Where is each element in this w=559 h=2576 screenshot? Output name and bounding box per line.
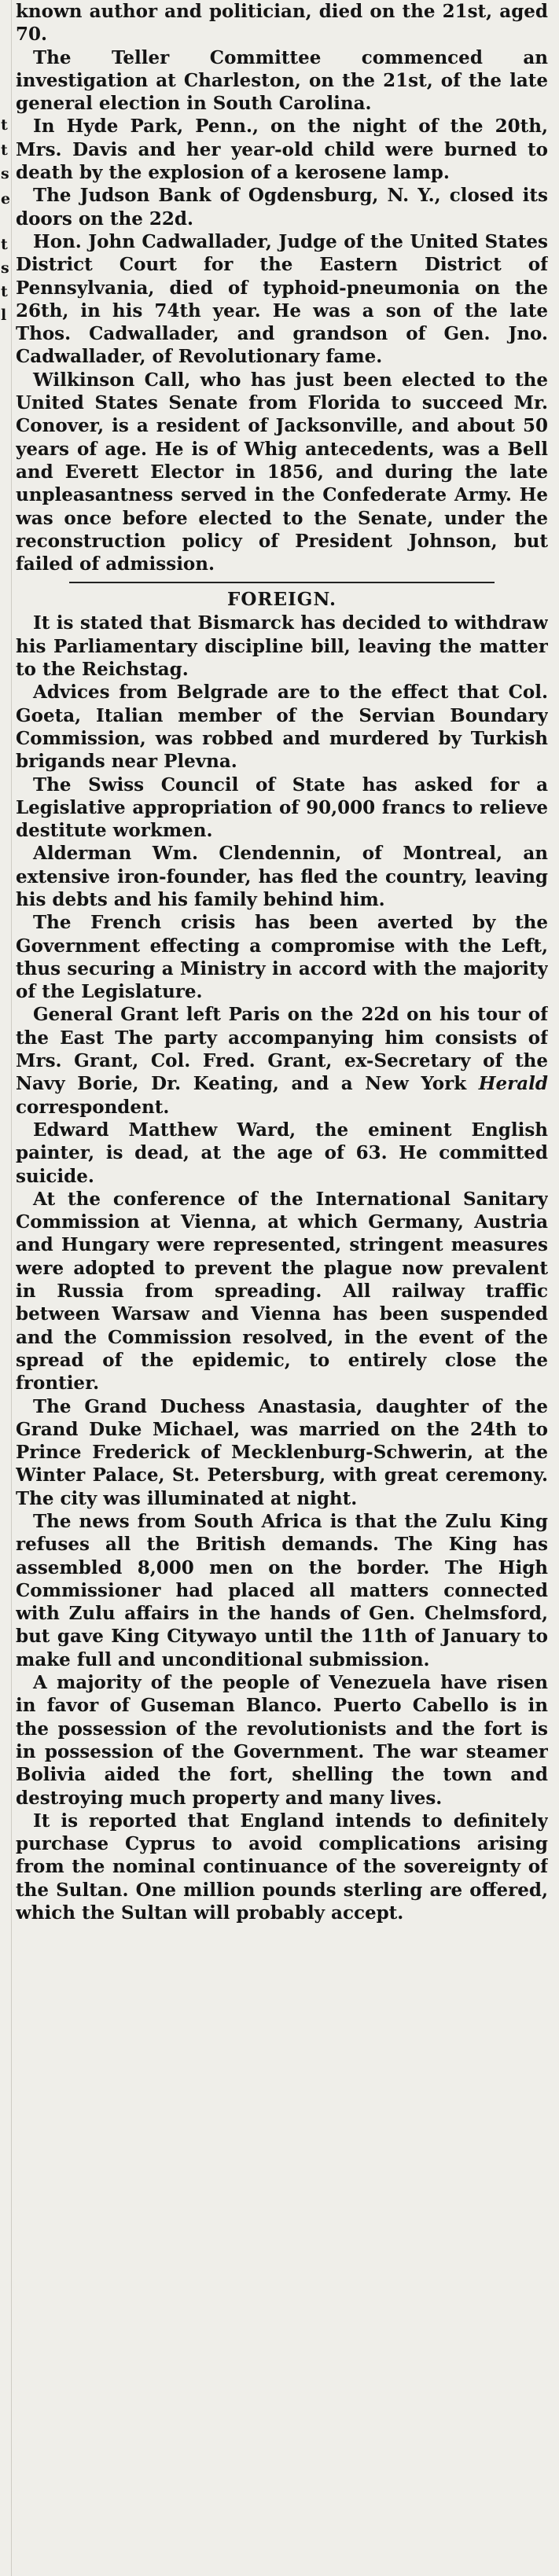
gutter-mark: e [1,190,11,208]
grant-text-b: correspondent. [16,1096,170,1118]
gutter-mark: t [1,236,8,253]
news-item-swiss-council: The Swiss Council of State has asked for a Legislative appropriation of 90,000 francs to relieve destitute workmen. [16,774,548,842]
gutter-mark: t [1,116,8,134]
news-item-general-grant [16,1003,548,1118]
news-item-venezuela: A majority of the people of Venezuela have risen in favor of Guseman Blanco. Puerto Cabello is in the possession of the revolutionists and the fort is in possession of the Government. The war steamer Bolivia aided the fort, shelling the town and destroying much property and many lives. [16,1672,548,1809]
news-item-edward-ward: Edward Matthew Ward, the eminent English painter, is dead, at the age of 63. He committed suicide. [16,1119,548,1187]
news-item-belgrade: Advices from Belgrade are to the effect that Col. Goeta, Italian member of the Servian Boundary Commission, was robbed and murdered by Turkish brigands near Plevna. [16,682,548,773]
news-column [16,0,548,2576]
news-item-bismarck: It is stated that Bismarck has decided to withdraw his Parliamentary discipline bill, leaving the matter to the Reichstag. [16,612,548,681]
news-item-cadwallader: Hon. John Cadwallader, Judge of the United States District Court for the Eastern District of Pennsylvania, died of typhoid-pneumonia on the 26th, in his 74th year. He was a son of the late Thos. Cadwallader, and grandson of Gen. Jno. Cadwallader, of Revolutionary fame. [16,230,548,368]
news-item-french-crisis: The French crisis has been averted by the Government effecting a compromise with the Left, thus securing a Ministry in accord with the majority of the Legislature. [16,912,548,1003]
gutter-mark: t [1,283,8,300]
news-item-clendennin: Alderman Wm. Clendennin, of Montreal, an extensive iron-founder, has fled the country, leaving his debts and his family behind him. [16,843,548,910]
left-margin-gutter [0,0,12,2576]
news-item-cyprus: It is reported that England intends to definitely purchase Cyprus to avoid complications arising from the nominal continuance of the sovereignty of the Sultan. One million pounds sterling are offered, which the Sultan will probably accept. [16,1810,548,1924]
grant-newspaper-name: Herald [478,1073,548,1095]
news-item-south-africa: The news from South Africa is that the Zulu King refuses all the British demands. The King has assembled 8,000 men on the border. The High Commissioner had placed all matters connected with Zulu affairs in the hands of Gen. Chelmsford, but gave King Citywayo until the 11th of January to make full and unconditional submission. [16,1511,548,1670]
opening-fragment: known author and politician, died on the 21st, aged 70. [16,1,548,46]
news-item-wilkinson-call: Wilkinson Call, who has just been elected to the United States Senate from Florida to succeed Mr. Conover, is a resident of Jacksonville, and about 50 years of age. He is of Whig antecedents, was a Bell and Everett Elector in 1856, and during the late unpleasantness served in the Confederate Army. He was once before elected to the Senate, under the reconstruction policy of President Johnson, but failed of admission. [16,369,548,575]
news-item-sanitary-commission: At the conference of the International Sanitary Commission at Vienna, at which Germany, Austria and Hungary were represented, stringent measures were adopted to prevent the plague now prevalent in Russia from spreading. All railway traffic between Warsaw and Vienna has been suspended and the Commission resolved, in the event of the spread of the epidemic, to entirely close the frontier. [16,1188,548,1395]
grant-text-a: General Grant left Paris on the 22d on his tour of the East The party accompanying him consists of Mrs. Grant, Col. Fred. Grant, ex-Secretary of the Navy Borie, Dr. Keating, and a New York [16,1004,548,1095]
gutter-mark: s [1,259,9,277]
section-divider [69,582,495,583]
news-item-teller-committee: The Teller Committee commenced an investigation at Charleston, on the 21st, of the late general election in South Carolina. [16,46,548,115]
gutter-mark: l [1,307,7,324]
gutter-mark: s [1,165,9,182]
news-item-judson-bank: The Judson Bank of Ogdensburg, N. Y., closed its doors on the 22d. [16,185,548,230]
news-item-hyde-park: In Hyde Park, Penn., on the night of the 20th, Mrs. Davis and her year-old child were burned to death by the explosion of a kerosene lamp. [16,116,548,184]
section-heading-foreign: FOREIGN. [227,589,337,611]
gutter-mark: t [1,141,8,159]
news-item-grand-duchess: The Grand Duchess Anastasia, daughter of the Grand Duke Michael, was married on the 24th to Prince Frederick of Mecklenburg-Schwerin, at the Winter Palace, St. Petersburg, with great ceremony. The city was illuminated at night. [16,1395,548,1509]
